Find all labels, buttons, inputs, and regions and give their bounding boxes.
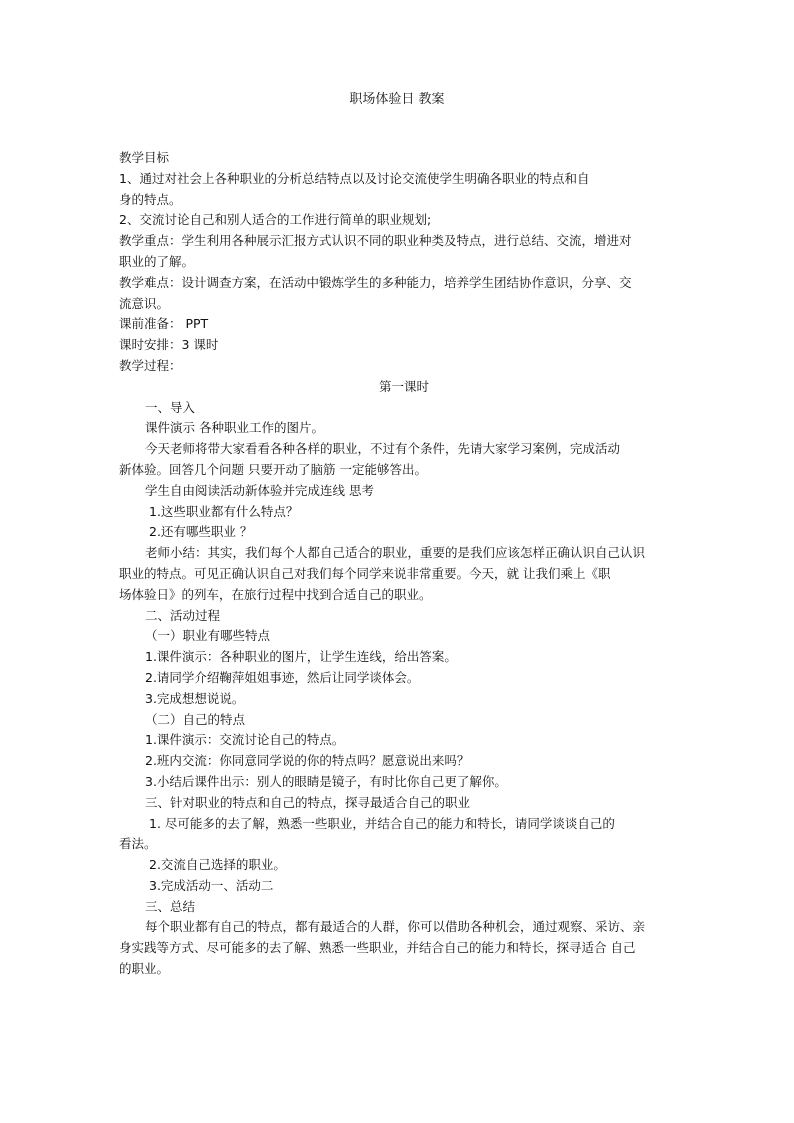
text-line: 第一课时 [378, 378, 429, 394]
text-line: 2.请同学介绍鞠萍姐姐事迹，然后让同学谈体会。 [145, 669, 420, 685]
document-body [119, 148, 689, 980]
text-line: 3.小结后课件出示：别人的眼睛是镜子，有时比你自己更了解你。 [145, 773, 507, 789]
text-line: 的职业。 [119, 961, 170, 977]
text-line: 流意识。 [119, 295, 170, 311]
text-line: 2.交流自己选择的职业。 [149, 857, 286, 873]
text-line: 老师小结：其实，我们每个人都自己适合的职业，重要的是我们应该怎样正确认识自己认识 [145, 545, 646, 561]
text-line: 1.课件演示：交流讨论自己的特点。 [145, 732, 345, 748]
text-line: 身实践等方式、尽可能多的去了解、熟悉一些职业，并结合自己的能力和特长，探寻适合 自己 [119, 940, 636, 956]
text-line: 一、导入 [145, 399, 196, 415]
text-line: 三、针对职业的特点和自己的特点，探寻最适合自己的职业 [145, 794, 471, 810]
text-line: 二、活动过程 [145, 607, 221, 623]
text-line: 学生自由阅读活动新体验并完成连线 思考 [145, 482, 374, 498]
text-line: 三、总结 [145, 898, 196, 914]
text-line: 2、交流讨论自己和别人适合的工作进行简单的职业规划; [119, 212, 432, 228]
text-line: 新体验。回答几个问题 只要开动了脑筋 一定能够答出。 [119, 461, 427, 477]
text-line: 1.课件演示：各种职业的图片，让学生连线，给出答案。 [145, 649, 457, 665]
text-line: 课时安排：3 课时 [119, 337, 219, 353]
text-line: 1、通过对社会上各种职业的分析总结特点以及讨论交流使学生明确各职业的特点和自 [119, 170, 590, 186]
text-line: 教学重点：学生利用各种展示汇报方式认识不同的职业种类及特点，进行总结、交流，增进对 [119, 233, 632, 249]
text-line: 每个职业都有自己的特点，都有最适合的人群，你可以借助各种机会，通过观察、采访、亲 [145, 919, 646, 935]
text-line: 职业的了解。 [119, 253, 195, 269]
text-line: 1. 尽可能多的去了解，熟悉一些职业，并结合自己的能力和特长，请同学谈谈自己的 [149, 815, 615, 831]
text-line: （一）职业有哪些特点 [145, 628, 271, 644]
text-line: 课件演示 各种职业工作的图片。 [145, 420, 324, 436]
text-line: 1.这些职业都有什么特点？ [149, 503, 299, 519]
text-line: 教学目标 [119, 150, 170, 165]
text-line: 3.完成想想说说。 [145, 690, 245, 706]
text-line: 3.完成活动一、活动二 [149, 877, 274, 893]
text-line: 场体验日》的列车，在旅行过程中找到合适自己的职业。 [119, 586, 432, 602]
text-line: 职业的特点。可见正确认识自己对我们每个同学来说非常重要。今天，就 让我们乘上《职 [119, 565, 611, 581]
text-line: 教学难点：设计调查方案，在活动中锻炼学生的多种能力，培养学生团结协作意识，分享、交 [119, 274, 632, 290]
text-line: 今天老师将带大家看看各种各样的职业，不过有个条件，先请大家学习案例，完成活动 [145, 441, 621, 457]
text-line: 教学过程： [119, 357, 182, 373]
text-line: （二）自己的特点 [145, 711, 246, 727]
text-line: 看法。 [119, 836, 157, 852]
text-line: 身的特点。 [119, 191, 182, 207]
text-line: 2.还有哪些职业 ？ [149, 524, 253, 540]
text-line: 2.班内交流：你同意同学说的你的特点吗？愿意说出来吗？ [145, 753, 470, 769]
document-title: 职场体验日 教案 [349, 92, 445, 107]
text-line: 课前准备： PPT [119, 316, 209, 332]
